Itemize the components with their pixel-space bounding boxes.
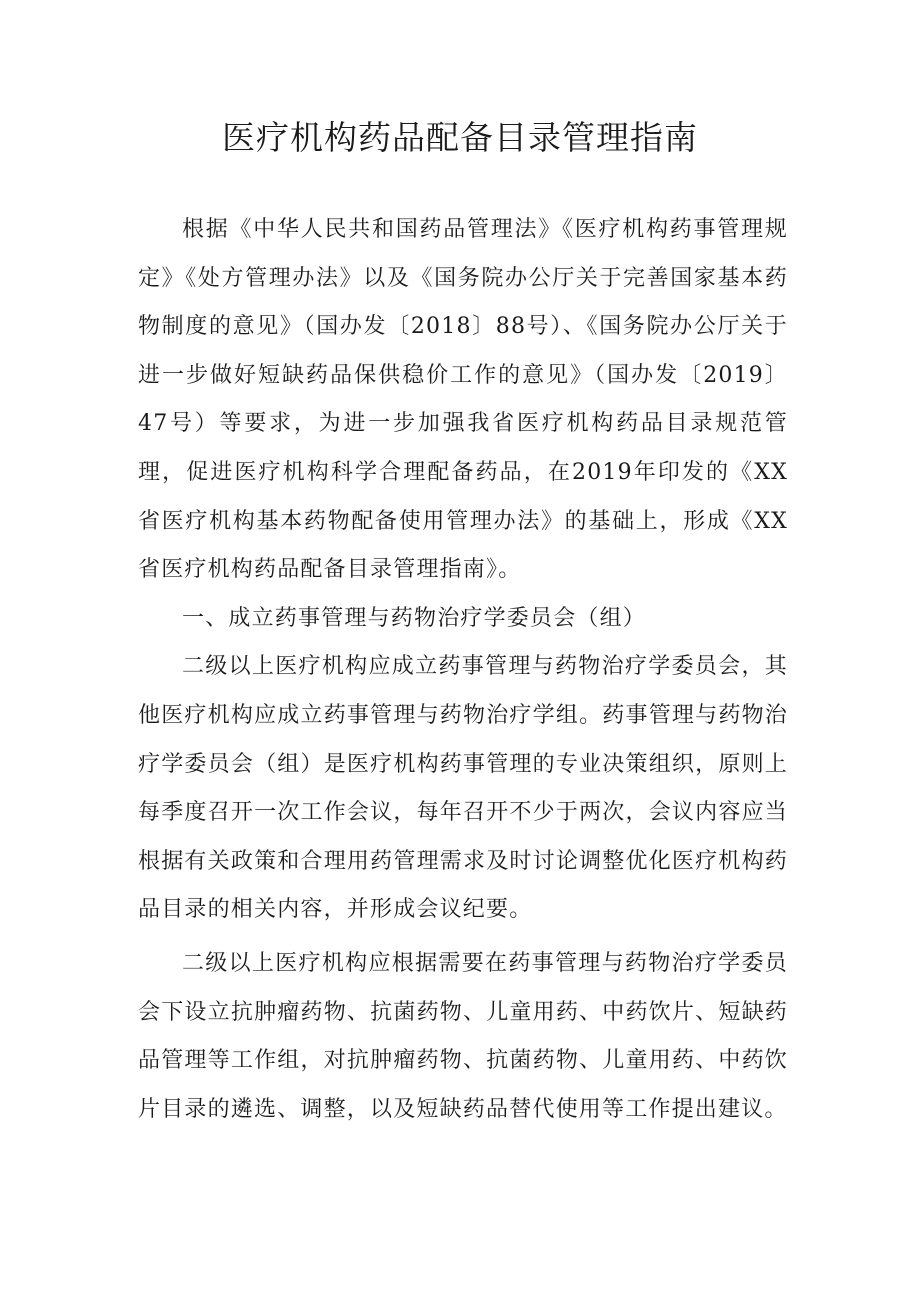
document-title: 医疗机构药品配备目录管理指南: [222, 118, 698, 157]
paragraph-committee: 二级以上医疗机构应成立药事管理与药物治疗学委员会，其他医疗机构应成立药事管理与药物治疗学组。药事管理与药物治疗学委员会（组）是医疗机构药事管理的专业决策组织，原则上每季度召开一次工作会议，每年召开不少于两次，会议内容应当根据有关政策和合理用药管理需求及时讨论调整优化医疗机构药品目录的相关内容，并形成会议纪要。: [138, 654, 788, 923]
document-body: [138, 206, 788, 1134]
section-heading-1: 一、成立药事管理与药物治疗学委员会（组）: [182, 605, 647, 631]
paragraph-intro: 根据《中华人民共和国药品管理法》《医疗机构药事管理规定》《处方管理办法》以及《国务院办公厅关于完善国家基本药物制度的意见》（国办发〔2018〕88号）、《国务院办公厅关于进一步做好短缺药品保供稳价工作的意见》（国办发〔2019〕47号）等要求，为进一步加强我省医疗机构药品目录规范管理，促进医疗机构科学合理配备药品，在2019年印发的《XX省医疗机构基本药物配备使用管理办法》的基础上，形成《XX省医疗机构药品配备目录管理指南》。: [138, 217, 788, 583]
paragraph-working-groups: 二级以上医疗机构应根据需要在药事管理与药物治疗学委员会下设立抗肿瘤药物、抗菌药物、儿童用药、中药饮片、短缺药品管理等工作组，对抗肿瘤药物、抗菌药物、儿童用药、中药饮片目录的遴选、调整，以及短缺药品替代使用等工作提出建议。: [138, 950, 788, 1122]
